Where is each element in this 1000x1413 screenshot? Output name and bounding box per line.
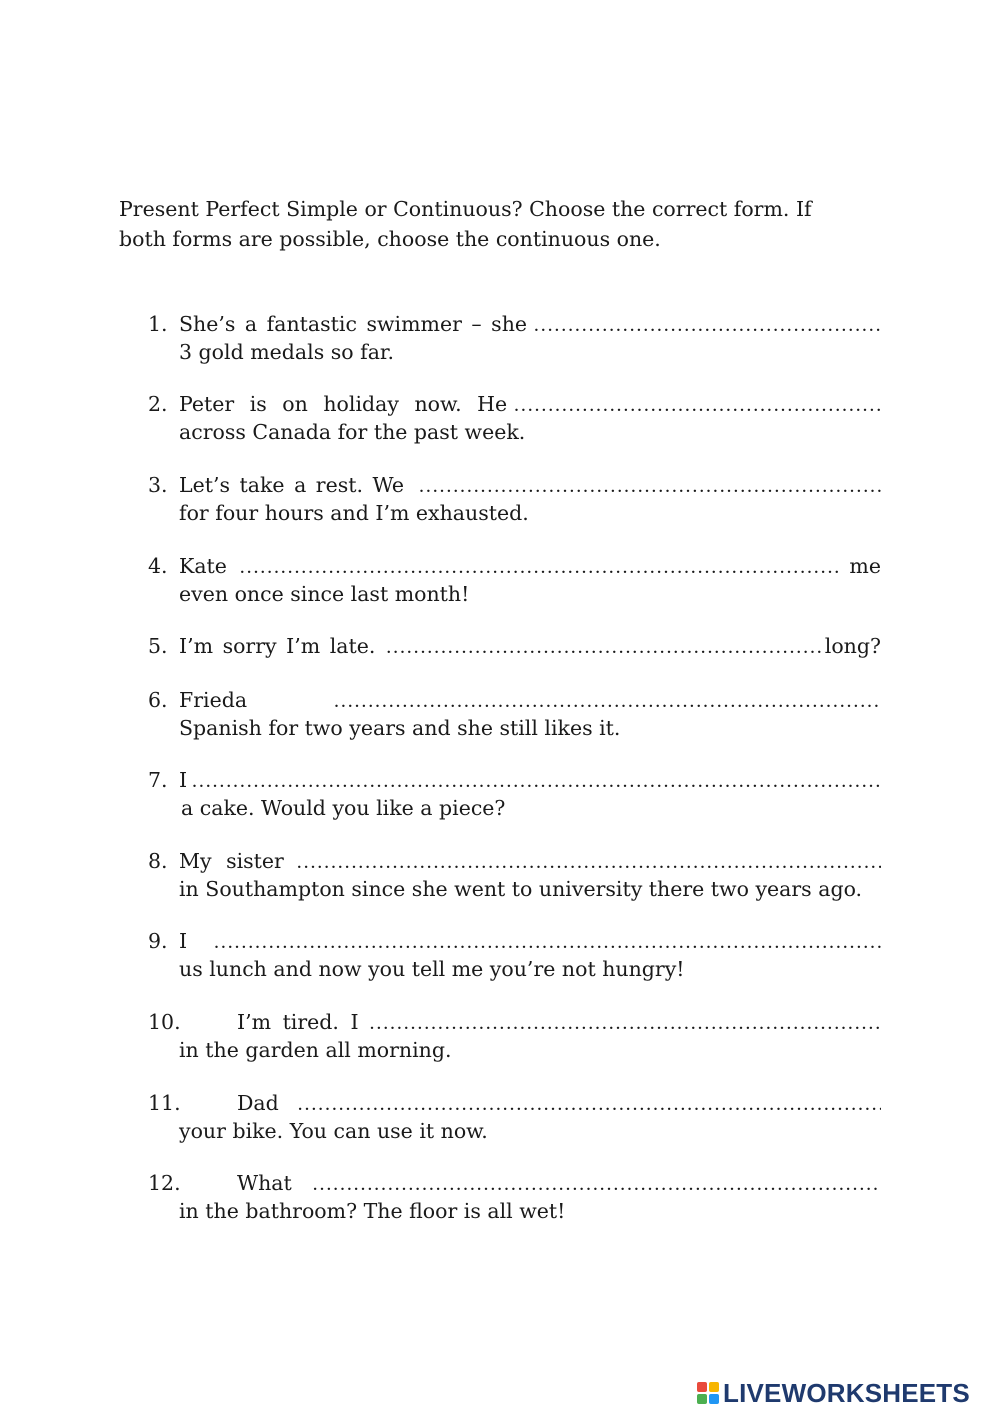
question-text: I’m sorry I’m late. — [179, 634, 376, 658]
question-text: Kate — [179, 554, 227, 578]
question-8 — [148, 848, 881, 903]
answer-blank-5[interactable] — [385, 634, 824, 661]
logo-square-red — [697, 1382, 707, 1392]
question-number: 12. — [148, 1171, 181, 1195]
answer-blank-9[interactable] — [213, 929, 881, 956]
question-continuation: across Canada for the past week. — [179, 420, 526, 444]
question-continuation: Spanish for two years and she still likes it. — [179, 716, 621, 740]
question-text: Let’s take a rest. We — [179, 473, 405, 497]
question-continuation: for four hours and I’m exhausted. — [179, 501, 529, 525]
answer-blank-3[interactable] — [418, 473, 881, 500]
question-continuation: in the garden all morning. — [179, 1038, 452, 1062]
question-continuation: in Southampton since she went to university there two years ago. — [179, 877, 863, 901]
question-number: 9. — [148, 929, 168, 953]
question-continuation: even once since last month! — [179, 582, 470, 606]
question-text-after: me — [849, 554, 881, 578]
question-continuation: your bike. You can use it now. — [179, 1119, 488, 1143]
logo-text: LIVEWORKSHEETS — [723, 1377, 970, 1408]
question-5 — [148, 633, 881, 661]
question-2 — [148, 391, 881, 446]
question-6 — [148, 687, 881, 742]
question-number: 3. — [148, 473, 168, 497]
answer-blank-10[interactable] — [369, 1010, 881, 1037]
question-4 — [148, 553, 881, 608]
question-number: 1. — [148, 312, 168, 336]
question-text: She’s a fantastic swimmer – she — [179, 312, 528, 336]
question-text: My sister — [179, 849, 284, 873]
question-number: 2. — [148, 392, 168, 416]
question-number: 5. — [148, 634, 168, 658]
question-10 — [148, 1009, 881, 1064]
answer-blank-1[interactable] — [533, 312, 881, 339]
question-continuation: us lunch and now you tell me you’re not hungry! — [179, 957, 685, 981]
question-number: 4. — [148, 554, 168, 578]
answer-blank-2[interactable] — [513, 392, 881, 419]
question-7 — [148, 767, 881, 822]
logo-square-yellow — [709, 1382, 719, 1392]
question-text: I’m tired. I — [237, 1010, 359, 1034]
question-number: 8. — [148, 849, 168, 873]
question-continuation: in the bathroom? The floor is all wet! — [179, 1199, 566, 1223]
question-11 — [148, 1090, 881, 1145]
answer-blank-12[interactable] — [312, 1171, 881, 1198]
question-12 — [148, 1170, 881, 1225]
question-continuation: a cake. Would you like a piece? — [181, 796, 506, 820]
logo-mark-icon — [697, 1382, 719, 1404]
question-text: What — [237, 1171, 292, 1195]
question-9 — [148, 928, 881, 983]
answer-blank-8[interactable] — [296, 849, 881, 876]
question-number: 11. — [148, 1091, 181, 1115]
instructions: Present Perfect Simple or Continuous? Choose the correct form. If both forms are possible, choose the continuous one. — [119, 197, 812, 251]
logo-square-green — [697, 1394, 707, 1404]
question-continuation: 3 gold medals so far. — [179, 340, 394, 364]
question-text: Frieda — [179, 688, 248, 712]
question-3 — [148, 472, 881, 527]
answer-blank-7[interactable] — [191, 768, 881, 795]
question-text-after: long? — [824, 634, 881, 658]
answer-blank-4[interactable] — [239, 554, 840, 581]
question-text: Dad — [237, 1091, 279, 1115]
question-text: Peter is on holiday now. He — [179, 392, 508, 416]
question-number: 7. — [148, 768, 168, 792]
liveworksheets-logo[interactable] — [697, 1378, 970, 1408]
answer-blank-6[interactable] — [333, 688, 881, 715]
question-text: I — [179, 929, 188, 953]
question-number: 6. — [148, 688, 168, 712]
question-text: I — [179, 768, 188, 792]
logo-square-blue — [709, 1394, 719, 1404]
question-1 — [148, 311, 881, 366]
question-number: 10. — [148, 1010, 181, 1034]
answer-blank-11[interactable] — [297, 1091, 881, 1118]
